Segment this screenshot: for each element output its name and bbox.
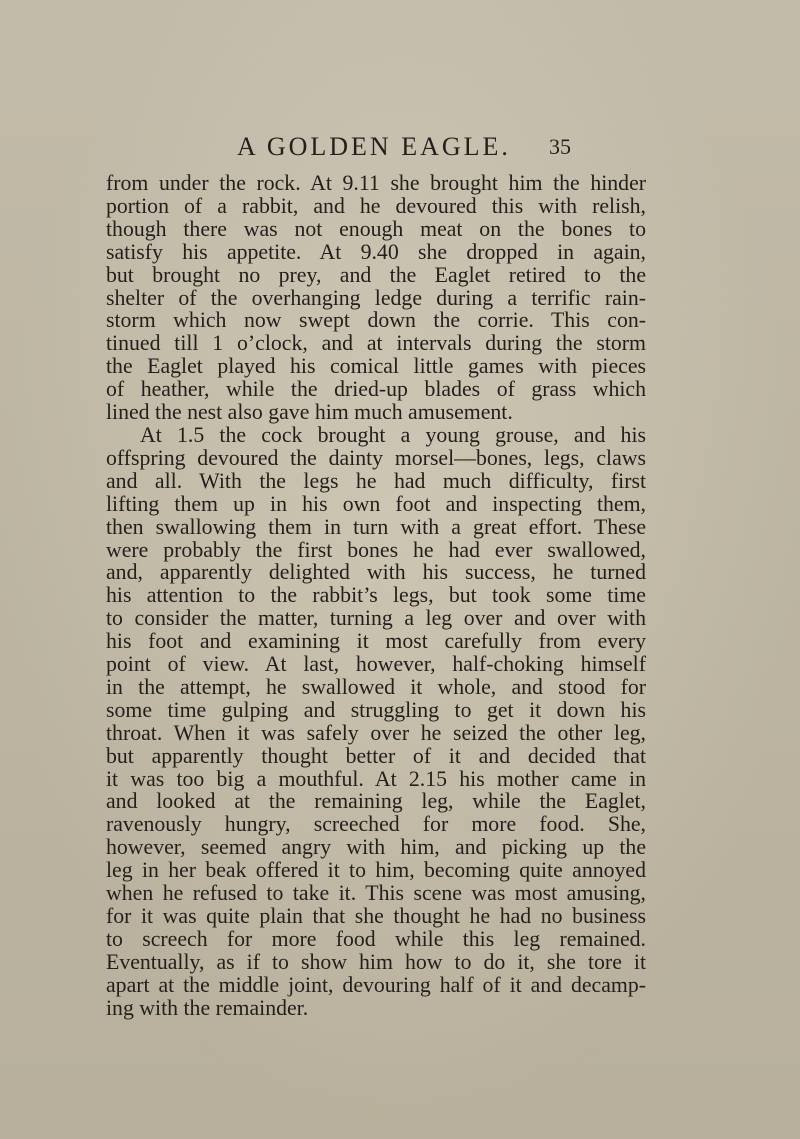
- text-line: to screech for more food while this leg remained.: [106, 926, 646, 951]
- text-line: it was too big a mouthful. At 2.15 his mother came in: [106, 766, 646, 791]
- text-line: some time gulping and struggling to get it down his: [106, 697, 646, 722]
- text-line: ing with the remainder.: [106, 995, 309, 1020]
- text-line: when he refused to take it. This scene was most amusing,: [106, 881, 646, 906]
- text-line: but apparently thought better of it and decided that: [106, 743, 646, 768]
- text-line: tinued till 1 o’clock, and at intervals during the storm: [106, 331, 646, 356]
- text-line: ravenously hungry, screeched for more food. She,: [106, 812, 646, 837]
- page-header: [0, 132, 800, 162]
- text-line: and, apparently delighted with his success, he turned: [106, 560, 646, 585]
- text-line: Eventually, as if to show him how to do it, she tore it: [106, 949, 646, 974]
- text-line: though there was not enough meat on the bones to: [106, 216, 646, 241]
- text-line: point of view. At last, however, half-choking himself: [106, 652, 646, 677]
- text-line: and all. With the legs he had much difficulty, first: [106, 468, 646, 493]
- text-line: to consider the matter, turning a leg over and over with: [106, 606, 646, 631]
- text-line: storm which now swept down the corrie. This con-: [106, 308, 646, 333]
- text-line: At 1.5 the cock brought a young grouse, and his: [140, 422, 646, 447]
- text-line: the Eaglet played his comical little games with pieces: [106, 354, 646, 379]
- text-line: apart at the middle joint, devouring half of it and decamp-: [106, 972, 646, 997]
- text-line: were probably the first bones he had ever swallowed,: [106, 537, 646, 562]
- text-line: but brought no prey, and the Eaglet retired to the: [106, 262, 646, 287]
- text-line: his foot and examining it most carefully from every: [106, 629, 646, 654]
- text-line: and looked at the remaining leg, while the Eaglet,: [106, 789, 646, 814]
- text-line: his attention to the rabbit’s legs, but took some time: [106, 583, 646, 608]
- text-line: lined the nest also gave him much amusement.: [106, 400, 513, 425]
- text-line: lifting them up in his own foot and inspecting them,: [106, 491, 646, 516]
- text-line: in the attempt, he swallowed it whole, and stood for: [106, 674, 646, 699]
- text-line: satisfy his appetite. At 9.40 she dropped in again,: [106, 239, 646, 264]
- text-line: then swallowing them in turn with a great effort. These: [106, 514, 646, 539]
- text-line: offspring devoured the dainty morsel—bones, legs, claws: [106, 445, 646, 470]
- text-line: for it was quite plain that she thought he had no business: [106, 904, 646, 928]
- text-line: portion of a rabbit, and he devoured this with relish,: [106, 193, 646, 218]
- text-line: throat. When it was safely over he seized the other leg,: [106, 720, 646, 745]
- text-line: leg in her beak offered it to him, becoming quite annoyed: [106, 858, 646, 883]
- text-line: from under the rock. At 9.11 she brought him the hinder: [106, 171, 646, 195]
- text-line: of heather, while the dried-up blades of grass which: [106, 377, 646, 402]
- body-text: [106, 172, 646, 1020]
- text-line: however, seemed angry with him, and picking up the: [106, 835, 646, 860]
- text-line: shelter of the overhanging ledge during a terrific rain-: [106, 285, 646, 310]
- running-title: A GOLDEN EAGLE.: [237, 132, 511, 161]
- page-number: 35: [549, 134, 571, 159]
